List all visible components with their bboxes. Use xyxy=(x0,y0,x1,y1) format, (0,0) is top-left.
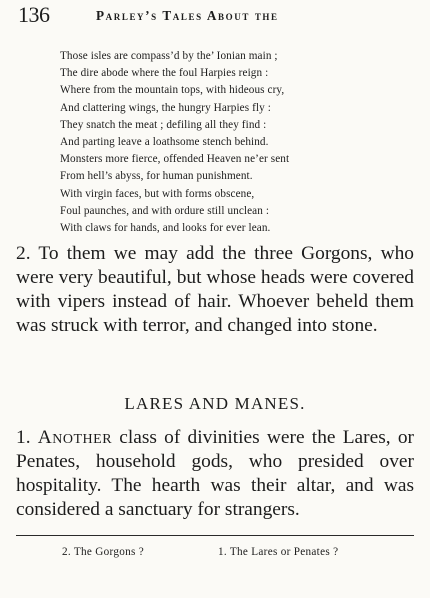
paragraph-number: 1. xyxy=(16,427,31,448)
running-title: Parley’s Tales About the xyxy=(96,8,279,23)
poem-line: Monsters more fierce, offended Heaven ne’er sent xyxy=(60,153,290,166)
poem-block xyxy=(60,48,390,237)
lares-paragraph xyxy=(16,426,414,522)
poem-line: Those isles are compass’d by the’ Ionian main ; xyxy=(60,50,278,62)
poem-line: And parting leave a loathsome stench behind. xyxy=(60,136,269,149)
footnote-question-lares: 1. The Lares or Penates ? xyxy=(218,546,339,558)
poem-line: They snatch the meat ; defiling all they find : xyxy=(60,118,267,131)
footnote-question-gorgons: 2. The Gorgons ? xyxy=(62,546,145,558)
poem-line: With virgin faces, but with forms obscene, xyxy=(60,187,255,200)
poem-line: With claws for hands, and looks for ever lean. xyxy=(60,222,271,235)
paragraph-body: class of divinities were the Lares, or Penates, household gods, who presided over hospitality. The hearth was their altar, and was considered a sanctuary for strangers. xyxy=(16,427,414,520)
poem-line: Foul paunches, and with ordure still unclean : xyxy=(60,204,270,217)
poem-line: And clattering wings, the hungry Harpies fly : xyxy=(60,101,271,114)
poem-line: The dire abode where the foul Harpies reign : xyxy=(60,67,269,80)
section-heading: LARES AND MANES. xyxy=(124,394,306,413)
paragraph-first-word: Another xyxy=(37,427,113,448)
poem-line: From hell’s abyss, for human punishment. xyxy=(60,170,253,183)
poem-line: Where from the mountain tops, with hideous cry, xyxy=(60,84,285,97)
page-header xyxy=(18,2,412,28)
footnote-divider xyxy=(16,535,414,536)
gorgons-paragraph: 2. To them we may add the three Gorgons, who were very beautiful, but whose heads were covered with vipers instead of hair. Whoever beheld them was struck with terror, and changed into stone. xyxy=(16,243,414,336)
page-number: 136 xyxy=(18,2,50,27)
